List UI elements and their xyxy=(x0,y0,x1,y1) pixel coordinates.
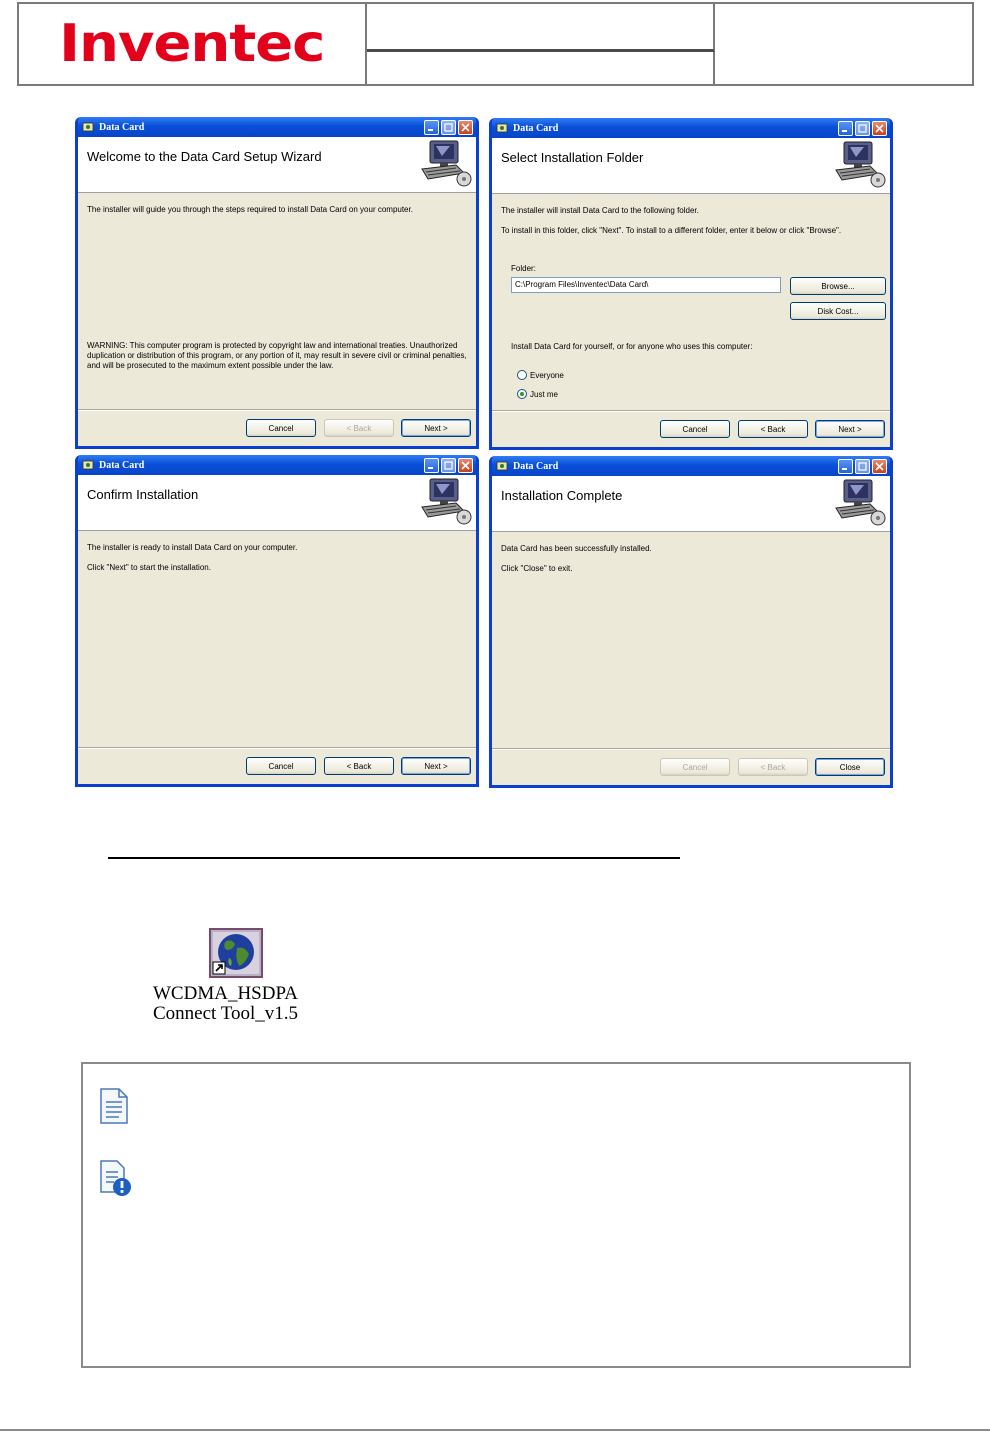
minimize-icon xyxy=(427,123,436,132)
notes-box xyxy=(81,1062,911,1368)
maximize-button[interactable] xyxy=(855,459,870,474)
title-bar[interactable] xyxy=(78,455,476,475)
wizard-banner xyxy=(78,137,476,193)
radio-label: Just me xyxy=(530,389,559,399)
radio-label: Everyone xyxy=(530,370,564,380)
minimize-icon xyxy=(841,124,850,133)
minimize-button[interactable] xyxy=(424,120,439,135)
maximize-button[interactable] xyxy=(441,458,456,473)
header-cell-right xyxy=(715,4,972,84)
radio-circle xyxy=(517,370,527,380)
document-header xyxy=(17,2,974,86)
app-icon xyxy=(82,121,94,133)
shortcut-label-line-2: Connect Tool_v1.5 xyxy=(153,1003,299,1024)
footer-divider xyxy=(78,409,476,411)
cancel-button[interactable]: Cancel xyxy=(660,420,730,438)
back-button[interactable]: < Back xyxy=(324,757,394,775)
browse-button[interactable]: Browse... xyxy=(790,277,886,295)
folder-label: Folder: xyxy=(511,264,536,273)
note-icon xyxy=(99,1088,129,1124)
wizard-heading: Select Installation Folder xyxy=(501,150,644,165)
computer-icon xyxy=(830,478,886,528)
setup-window-folder xyxy=(489,118,893,450)
footer-divider xyxy=(78,747,476,749)
next-button[interactable]: Next > xyxy=(815,420,885,438)
wizard-content xyxy=(501,206,886,246)
minimize-button[interactable] xyxy=(424,458,439,473)
window-title: Data Card xyxy=(513,122,559,134)
disk-cost-button[interactable]: Disk Cost... xyxy=(790,302,886,320)
body-text: Data Card has been successfully installed. xyxy=(501,544,652,553)
close-wizard-button[interactable]: Close xyxy=(815,758,885,776)
wizard-content xyxy=(501,544,886,584)
back-button[interactable]: < Back xyxy=(738,758,808,776)
body-text: The installer is ready to install Data Card on your computer. xyxy=(87,543,298,552)
close-icon xyxy=(875,124,884,133)
close-icon xyxy=(461,123,470,132)
setup-window-confirm xyxy=(75,455,479,787)
shortcut-label-line-1: WCDMA_HSDPA xyxy=(153,983,298,1004)
setup-window-complete xyxy=(489,456,893,788)
maximize-button[interactable] xyxy=(855,121,870,136)
minimize-button[interactable] xyxy=(838,459,853,474)
shortcut-label xyxy=(153,984,325,1024)
footer-divider xyxy=(492,748,890,750)
maximize-icon xyxy=(858,462,867,471)
back-button[interactable]: < Back xyxy=(324,419,394,437)
maximize-icon xyxy=(444,123,453,132)
wizard-heading: Confirm Installation xyxy=(87,487,199,502)
wizard-content xyxy=(87,543,472,583)
cancel-button[interactable]: Cancel xyxy=(660,758,730,776)
maximize-icon xyxy=(858,124,867,133)
wizard-banner xyxy=(78,475,476,531)
radio-just-me[interactable] xyxy=(517,389,558,399)
app-icon xyxy=(82,459,94,471)
globe-shortcut-icon xyxy=(209,928,263,978)
wizard-content xyxy=(87,205,472,225)
close-button[interactable] xyxy=(872,459,887,474)
close-button[interactable] xyxy=(872,121,887,136)
app-icon xyxy=(496,122,508,134)
back-button[interactable]: < Back xyxy=(738,420,808,438)
close-button[interactable] xyxy=(458,458,473,473)
cancel-button[interactable]: Cancel xyxy=(246,757,316,775)
window-title: Data Card xyxy=(513,460,559,472)
computer-icon xyxy=(416,139,472,189)
wizard-banner xyxy=(492,476,890,532)
radio-circle-selected xyxy=(517,389,527,399)
close-button[interactable] xyxy=(458,120,473,135)
wizard-heading: Installation Complete xyxy=(501,488,623,503)
body-text: The installer will guide you through the steps required to install Data Card on your computer. xyxy=(87,205,413,214)
wizard-heading: Welcome to the Data Card Setup Wizard xyxy=(87,149,322,164)
wizard-banner xyxy=(492,138,890,194)
install-for-label: Install Data Card for yourself, or for anyone who uses this computer: xyxy=(511,342,753,351)
next-button[interactable]: Next > xyxy=(401,419,471,437)
footer-divider xyxy=(492,410,890,412)
computer-icon xyxy=(416,477,472,527)
maximize-icon xyxy=(444,461,453,470)
title-bar[interactable] xyxy=(492,118,890,138)
header-cell-bottom xyxy=(367,52,715,84)
close-icon xyxy=(461,461,470,470)
radio-everyone[interactable] xyxy=(517,370,564,380)
app-icon xyxy=(496,460,508,472)
body-text: To install in this folder, click "Next". To install to a different folder, enter it below or click "Browse". xyxy=(501,226,842,235)
title-bar[interactable] xyxy=(78,117,476,137)
desktop-shortcut[interactable] xyxy=(145,918,325,1028)
close-icon xyxy=(875,462,884,471)
body-text: Click "Close" to exit. xyxy=(501,564,573,573)
window-title: Data Card xyxy=(99,121,145,133)
copyright-warning: WARNING: This computer program is protected by copyright law and international treaties. Unauthorized duplication or distribution of this program, or any portion of it, may result in severe civil or criminal penalties, and will be prosecuted to the maximum extent possible under the law. xyxy=(87,341,467,370)
inventec-logo: Inventec xyxy=(59,14,325,74)
minimize-icon xyxy=(841,462,850,471)
minimize-button[interactable] xyxy=(838,121,853,136)
logo-cell xyxy=(19,4,367,84)
computer-icon xyxy=(830,140,886,190)
body-text: Click "Next" to start the installation. xyxy=(87,563,211,572)
header-cell-top xyxy=(367,4,715,52)
body-text: The installer will install Data Card to the following folder. xyxy=(501,206,699,215)
info-note-icon xyxy=(99,1160,133,1198)
section-underline xyxy=(108,857,680,859)
folder-input[interactable]: C:\Program Files\Inventec\Data Card\ xyxy=(511,277,781,293)
title-bar[interactable] xyxy=(492,456,890,476)
minimize-icon xyxy=(427,461,436,470)
window-title: Data Card xyxy=(99,459,145,471)
setup-window-welcome xyxy=(75,117,479,449)
maximize-button[interactable] xyxy=(441,120,456,135)
footer-rule xyxy=(0,1429,990,1431)
next-button[interactable]: Next > xyxy=(401,757,471,775)
cancel-button[interactable]: Cancel xyxy=(246,419,316,437)
